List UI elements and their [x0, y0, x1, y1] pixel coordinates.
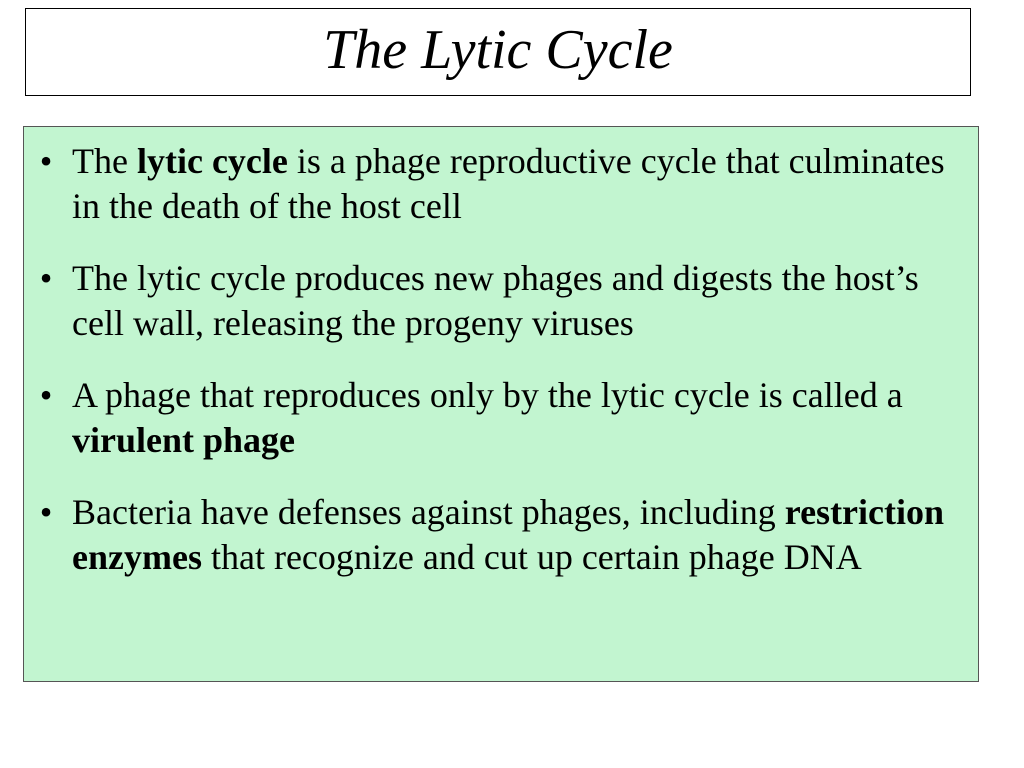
bullet-marker: • — [39, 375, 53, 415]
slide-title: The Lytic Cycle — [323, 19, 673, 81]
bold-term-restriction-enzymes: restriction enzymes — [72, 492, 945, 577]
bullet-marker: • — [39, 492, 53, 532]
bullet-text: Bacteria have defenses against phages, including — [72, 492, 785, 532]
bullet-item-lytic-cycle — [24, 139, 980, 229]
content-box — [23, 126, 979, 682]
bullet-text: A phage that reproduces only by the lytic cycle is called a — [72, 375, 903, 415]
bold-term-virulent-phage: virulent phage — [72, 420, 296, 460]
bullet-marker: • — [39, 141, 53, 181]
bullet-item-bacteria-defenses — [24, 490, 980, 580]
bullet-text: is a phage reproductive cycle that culminates in the death of the host cell — [72, 141, 945, 226]
bullet-text: The lytic cycle produces new phages and digests the host’s cell wall, releasing the progeny viruses — [72, 258, 919, 343]
bullet-marker: • — [39, 258, 53, 298]
bullet-text: The — [72, 141, 137, 181]
bullet-list — [24, 139, 980, 607]
bullet-text: that recognize and cut up certain phage DNA — [201, 537, 862, 577]
slide-title-box — [25, 8, 971, 96]
bullet-item-virulent-phage — [24, 373, 980, 463]
bold-term-lytic-cycle: lytic cycle — [136, 141, 288, 181]
bullet-item-new-phages — [24, 256, 980, 346]
